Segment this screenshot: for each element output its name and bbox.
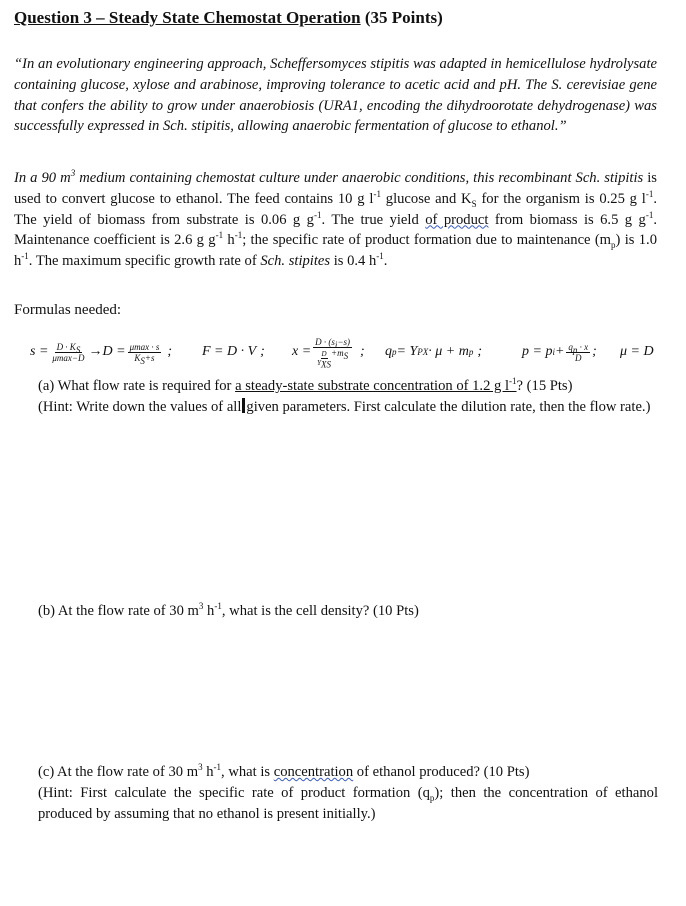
spellcheck-underline: concentration: [273, 764, 354, 780]
formula-cell-density: x = $D \cdot (s_i-s)$ D $Y_{XS}$ $+m_S$ ;: [292, 337, 365, 370]
question-c: (c) At the flow rate of 30 $m^3$ $h^{-1}$, what is concentration of ethanol produced? (10 Pts) (Hint: First calculate the specific rate of product formation $(q_p)$; then the concentration of ethanol produced by assuming that no ethanol is present initially.): [38, 762, 659, 822]
question-a: (a) What flow rate is required for a steady-state substrate concentration of 1.2 g $l^{-1}$? (15 Pts) (Hint: Write down the values of all given parameters. First calculate the dilution rate, then the flow rate.): [38, 376, 651, 415]
title-points: (35 Points): [360, 8, 443, 27]
formulas-label: Formulas needed:: [14, 302, 122, 318]
formula-flow: F = D · V ;: [202, 344, 265, 359]
formula-substrate: s = $\frac{D \cdot K_S}{\mu\max-D}$ →D = $\frac{\mu\max \cdot s}{K_S+s}$ ;: [30, 341, 172, 366]
text-cursor: [242, 398, 245, 413]
background-quote: “In an evolutionary engineering approach, Scheffersomyces stipitis was adapted in hemicellulose hydrolysate containing glucose, xylose and arabinose, improving tolerance to acetic acid and pH. The S. cerevisiae gene that confers the ability to grow under anaerobiosis (URA1, encoding the dihydroorotate dehydrogenase) was successfully expressed in Sch. stipitis, allowing anaerobic fermentation of glucose to ethanol.”: [14, 56, 657, 135]
question-b: (b) At the flow rate of 30 $m^3$ $h^{-1}$, what is the cell density? (10 Pts): [38, 601, 419, 619]
problem-statement: In a 90 $m^3$ medium containing chemostat culture under anaerobic conditions, this recombinant Sch. stipitis is used to convert glucose to ethanol. The feed contains 10 g $l^{-1}$ glucose and $K_S$ for the organism is 0.25 g $l^{-1}$. The yield of biomass from substrate is 0.06 g $g^{-1}$. The true yield of product from biomass is 6.5 g $g^{-1}$. Maintenance coefficient is 2.6 g $g^{-1}$ $h^{-1}$; the specific rate of product formation due to maintenance $(m_p)$ is 1.0 $h^{-1}$. The maximum specific growth rate of Sch. stipites is 0.4 $h^{-1}$.: [14, 168, 658, 270]
title-main: Question 3 – Steady State Chemostat Operation: [14, 8, 361, 27]
formula-growth: μ = D: [620, 344, 654, 359]
spellcheck-underline: of product: [425, 211, 489, 228]
formula-product-conc: p = p i + $\frac{q_p \cdot x}{D}$ ;: [522, 341, 597, 363]
formula-product-rate: q p = Y PX · μ + m p ;: [385, 344, 482, 359]
formulas-row: [30, 334, 675, 370]
question-title: [14, 8, 443, 28]
